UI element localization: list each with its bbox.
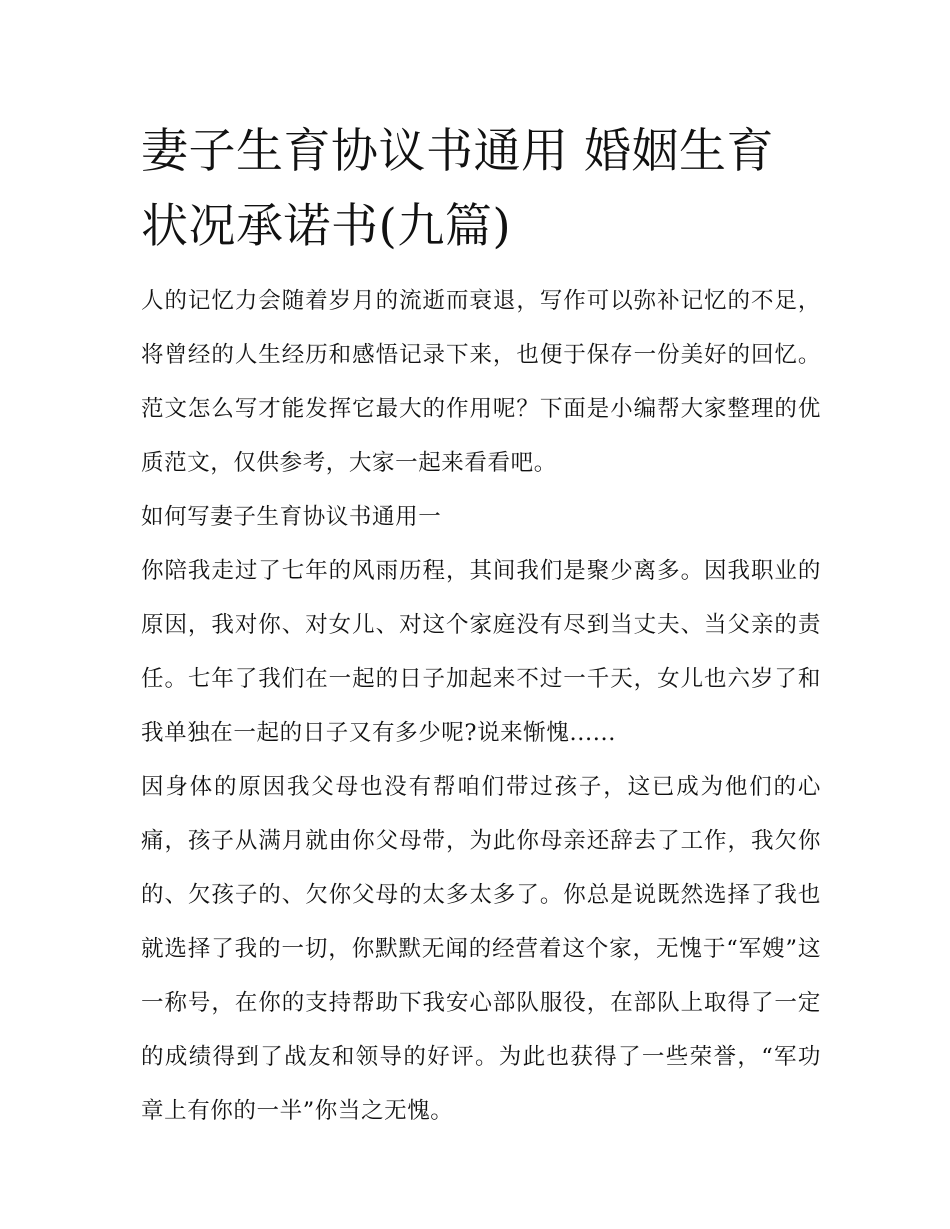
body-paragraph-2: 因身体的原因我父母也没有帮咱们带过孩子，这已成为他们的心痛，孩子从满月就由你父母带，为此你母亲还辞去了工作，我欠你的、欠孩子的、欠你父母的太多太多了。你总是说既然选择了我也就选择了我的一切，你默默无闻的经营着这个家，无愧于“军嫂”这一称号，在你的支持帮助下我安心部队服役，在部队上取得了一定的成绩得到了战友和领导的好评。为此也获得了一些荣誉，“军功章上有你的一半”你当之无愧。 xyxy=(141,774,821,1124)
document-content xyxy=(141,114,821,1138)
section-heading: 如何写妻子生育协议书通用一 xyxy=(141,504,442,530)
document-title: 妻子生育协议书通用 婚姻生育状况承诺书(九篇) xyxy=(141,124,774,254)
body-paragraph-1: 你陪我走过了七年的风雨历程，其间我们是聚少离多。因我职业的原因，我对你、对女儿、对这个家庭没有尽到当丈夫、当父亲的责任。七年了我们在一起的日子加起来不过一千天，女儿也六岁了和我单独在一起的日子又有多少呢?说来惭愧...... xyxy=(141,558,821,746)
intro-paragraph: 人的记忆力会随着岁月的流逝而衰退，写作可以弥补记忆的不足，将曾经的人生经历和感悟记录下来，也便于保存一份美好的回忆。范文怎么写才能发挥它最大的作用呢？下面是小编帮大家整理的优质范文，仅供参考，大家一起来看看吧。 xyxy=(141,288,821,476)
